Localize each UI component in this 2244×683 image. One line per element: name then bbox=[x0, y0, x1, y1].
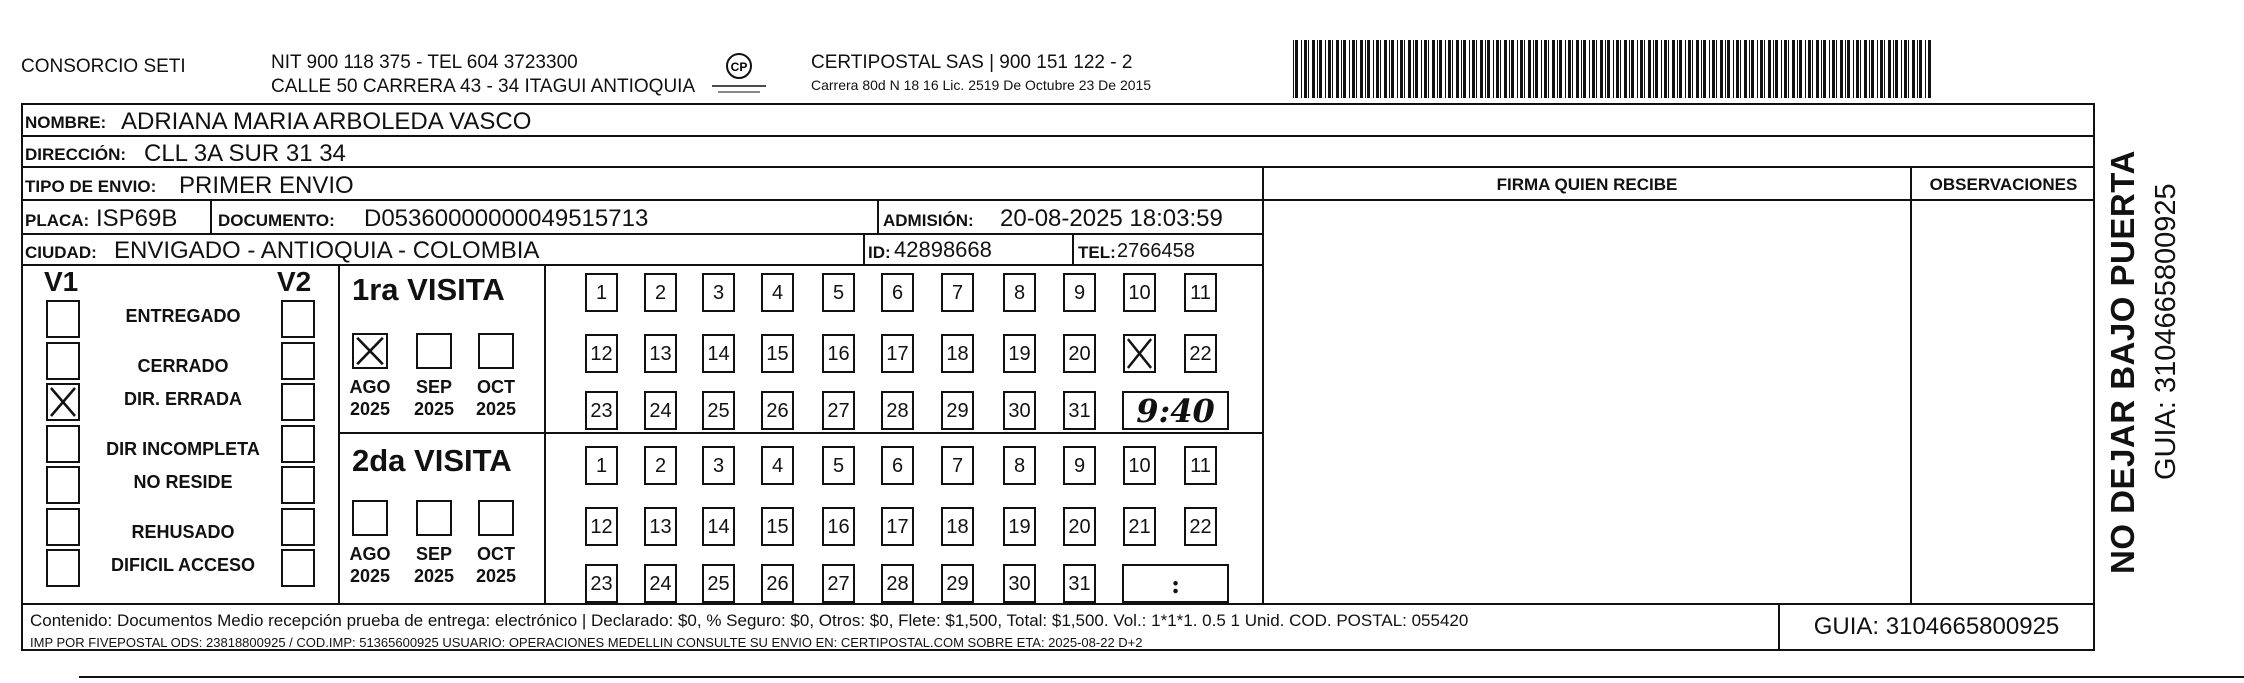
day-box[interactable]: 16 bbox=[822, 334, 855, 373]
month-checkbox[interactable] bbox=[416, 333, 452, 369]
visit2-title: 2da VISITA bbox=[352, 443, 512, 478]
day-box[interactable]: 26 bbox=[761, 391, 794, 430]
month-checkbox[interactable] bbox=[478, 333, 514, 369]
certipostal-line: CERTIPOSTAL SAS | 900 151 122 - 2 bbox=[811, 52, 1133, 73]
day-box[interactable]: 13 bbox=[644, 334, 677, 373]
v2-checkbox[interactable] bbox=[281, 508, 315, 546]
month-label: OCT 2025 bbox=[475, 544, 517, 586]
observaciones-header: OBSERVACIONES bbox=[1929, 175, 2078, 194]
day-box[interactable]: 5 bbox=[822, 273, 855, 312]
day-box[interactable]: 22 bbox=[1184, 507, 1217, 546]
month-label: OCT 2025 bbox=[475, 377, 517, 419]
day-box[interactable]: 4 bbox=[761, 273, 794, 312]
month-checkbox[interactable] bbox=[478, 500, 514, 536]
day-box[interactable]: 18 bbox=[941, 507, 974, 546]
visit1-title: 1ra VISITA bbox=[352, 272, 505, 307]
month-checkbox[interactable] bbox=[352, 333, 388, 369]
month-checkbox[interactable] bbox=[416, 500, 452, 536]
day-box[interactable]: 6 bbox=[881, 446, 914, 485]
v2-checkbox[interactable] bbox=[281, 383, 315, 421]
certipostal-logo bbox=[706, 48, 772, 98]
v1-header: V1 bbox=[44, 266, 79, 297]
day-box[interactable]: 1 bbox=[585, 273, 618, 312]
imp-text: IMP POR FIVEPOSTAL ODS: 23818800925 / COD.IMP: 51365600925 USUARIO: OPERACIONES MEDELLIN CONSULTE SU ENVIO EN: CERTIPOSTAL.COM SOBRE ETA: 2025-08-22 D+2 bbox=[30, 635, 1143, 650]
status-label: REHUSADO bbox=[131, 521, 235, 542]
day-box[interactable] bbox=[1123, 334, 1156, 373]
day-box[interactable]: 11 bbox=[1184, 446, 1217, 485]
id-label: ID: bbox=[868, 243, 891, 262]
documento-label: DOCUMENTO: bbox=[218, 211, 335, 230]
svg-text:CP: CP bbox=[730, 60, 748, 74]
tel-value: 2766458 bbox=[1117, 240, 1195, 262]
day-box[interactable]: 15 bbox=[761, 507, 794, 546]
nit-line: NIT 900 118 375 - TEL 604 3723300 bbox=[271, 52, 578, 73]
v1-checkbox[interactable] bbox=[46, 549, 80, 587]
day-box[interactable]: 11 bbox=[1184, 273, 1217, 312]
day-box[interactable]: 21 bbox=[1123, 507, 1156, 546]
direccion-label: DIRECCIÓN: bbox=[25, 145, 127, 164]
day-box[interactable]: 29 bbox=[941, 391, 974, 430]
placa-label: PLACA: bbox=[25, 211, 90, 230]
day-box[interactable]: 28 bbox=[881, 391, 914, 430]
day-box[interactable]: 7 bbox=[941, 446, 974, 485]
firma-header: FIRMA QUIEN RECIBE bbox=[1496, 175, 1678, 194]
day-box[interactable]: 29 bbox=[941, 564, 974, 603]
admision-label: ADMISIÓN: bbox=[883, 211, 974, 230]
day-box[interactable]: 26 bbox=[761, 564, 794, 603]
placa-value: ISP69B bbox=[96, 205, 178, 232]
day-box[interactable]: 25 bbox=[702, 391, 735, 430]
admision-value: 20-08-2025 18:03:59 bbox=[1000, 205, 1223, 232]
company-name: CONSORCIO SETI bbox=[21, 56, 186, 77]
day-box[interactable]: 2 bbox=[644, 446, 677, 485]
guia-box-text: GUIA: 3104665800925 bbox=[1813, 613, 2060, 640]
day-box[interactable]: 25 bbox=[702, 564, 735, 603]
day-box[interactable]: 2 bbox=[644, 273, 677, 312]
bottom-rule bbox=[79, 676, 2244, 678]
day-box[interactable]: 17 bbox=[881, 507, 914, 546]
day-box[interactable]: 14 bbox=[702, 507, 735, 546]
day-box[interactable]: 9 bbox=[1063, 446, 1096, 485]
day-box[interactable]: 22 bbox=[1184, 334, 1217, 373]
status-label: DIFICIL ACCESO bbox=[110, 555, 255, 575]
direccion-value: CLL 3A SUR 31 34 bbox=[144, 140, 346, 167]
day-box[interactable]: 5 bbox=[822, 446, 855, 485]
day-box[interactable]: 15 bbox=[761, 334, 794, 373]
address-line: CALLE 50 CARRERA 43 - 34 ITAGUI ANTIOQUIA bbox=[271, 76, 696, 97]
nombre-value: ADRIANA MARIA ARBOLEDA VASCO bbox=[121, 108, 532, 135]
day-box[interactable]: 27 bbox=[822, 391, 855, 430]
day-box[interactable]: 12 bbox=[585, 507, 618, 546]
ciudad-value: ENVIGADO - ANTIOQUIA - COLOMBIA bbox=[114, 237, 540, 264]
day-box[interactable]: 3 bbox=[702, 446, 735, 485]
tipo-label: TIPO DE ENVIO: bbox=[25, 177, 157, 196]
certipostal-sub: Carrera 80d N 18 16 Lic. 2519 De Octubre 23 De 2015 bbox=[811, 77, 1152, 93]
day-box[interactable]: 8 bbox=[1003, 273, 1036, 312]
status-label: DIR. ERRADA bbox=[123, 389, 242, 409]
v1-checkbox[interactable] bbox=[46, 425, 80, 463]
day-box[interactable]: 28 bbox=[881, 564, 914, 603]
v1-checkbox[interactable] bbox=[46, 383, 80, 421]
tel-label: TEL: bbox=[1078, 243, 1116, 262]
status-label: DIR INCOMPLETA bbox=[106, 438, 260, 459]
ciudad-label: CIUDAD: bbox=[25, 243, 97, 262]
nombre-label: NOMBRE: bbox=[25, 113, 107, 132]
tipo-value: PRIMER ENVIO bbox=[179, 172, 354, 199]
day-box[interactable]: 14 bbox=[702, 334, 735, 373]
day-box[interactable]: 19 bbox=[1003, 507, 1036, 546]
day-box[interactable]: 30 bbox=[1003, 391, 1036, 430]
month-label: AGO 2025 bbox=[349, 377, 391, 419]
day-box[interactable]: 30 bbox=[1003, 564, 1036, 603]
month-label: SEP 2025 bbox=[413, 377, 455, 419]
status-label: ENTREGADO bbox=[125, 306, 241, 326]
v2-checkbox[interactable] bbox=[281, 342, 315, 380]
month-label: AGO 2025 bbox=[349, 544, 391, 586]
day-box[interactable]: 23 bbox=[585, 564, 618, 603]
v2-checkbox[interactable] bbox=[281, 549, 315, 587]
v2-header: V2 bbox=[277, 266, 312, 297]
day-box[interactable]: 17 bbox=[881, 334, 914, 373]
day-box[interactable]: 13 bbox=[644, 507, 677, 546]
day-box[interactable]: 1 bbox=[585, 446, 618, 485]
status-label: CERRADO bbox=[137, 355, 229, 376]
day-box[interactable]: 20 bbox=[1063, 507, 1096, 546]
day-box[interactable]: 10 bbox=[1123, 273, 1156, 312]
barcode bbox=[1293, 40, 1933, 98]
day-box[interactable]: 23 bbox=[585, 391, 618, 430]
time-box[interactable]: 9:40 bbox=[1122, 391, 1229, 430]
day-box[interactable]: 4 bbox=[761, 446, 794, 485]
month-label: SEP 2025 bbox=[413, 544, 455, 586]
day-box[interactable]: 3 bbox=[702, 273, 735, 312]
day-box[interactable]: 9 bbox=[1063, 273, 1096, 312]
v1-checkbox[interactable] bbox=[46, 508, 80, 546]
v2-checkbox[interactable] bbox=[281, 425, 315, 463]
day-box[interactable]: 12 bbox=[585, 334, 618, 373]
side-warning: NO DEJAR BAJO PUERTA bbox=[2104, 150, 2141, 574]
day-box[interactable]: 31 bbox=[1063, 391, 1096, 430]
month-checkbox[interactable] bbox=[352, 500, 388, 536]
day-box[interactable]: 19 bbox=[1003, 334, 1036, 373]
v2-checkbox[interactable] bbox=[281, 466, 315, 504]
day-box[interactable]: 24 bbox=[644, 391, 677, 430]
id-value: 42898668 bbox=[894, 237, 992, 262]
v1-checkbox[interactable] bbox=[46, 466, 80, 504]
day-box[interactable]: 24 bbox=[644, 564, 677, 603]
status-label: NO RESIDE bbox=[133, 472, 233, 492]
day-box[interactable]: 6 bbox=[881, 273, 914, 312]
side-guia: GUIA: 3104665800925 bbox=[2150, 183, 2182, 480]
day-box[interactable]: 10 bbox=[1123, 446, 1156, 485]
documento-value: D05360000000049515713 bbox=[364, 205, 649, 232]
contenido-text: Contenido: Documentos Medio recepción prueba de entrega: electrónico | Declarado: $0, % Seguro: $0, Otros: $0, Flete: $1,500, Total: $1,500. Vol.: 1*1*1. 0.5 1 Unid. COD. POSTAL: 055420 bbox=[30, 611, 1469, 630]
time-box[interactable]: : bbox=[1122, 564, 1229, 603]
day-box[interactable]: 8 bbox=[1003, 446, 1036, 485]
day-box[interactable]: 16 bbox=[822, 507, 855, 546]
v2-checkbox[interactable] bbox=[281, 300, 315, 338]
day-box[interactable]: 20 bbox=[1063, 334, 1096, 373]
day-box[interactable]: 7 bbox=[941, 273, 974, 312]
day-box[interactable]: 18 bbox=[941, 334, 974, 373]
v1-checkbox[interactable] bbox=[46, 300, 80, 338]
day-box[interactable]: 27 bbox=[822, 564, 855, 603]
v1-checkbox[interactable] bbox=[46, 342, 80, 380]
day-box[interactable]: 31 bbox=[1063, 564, 1096, 603]
